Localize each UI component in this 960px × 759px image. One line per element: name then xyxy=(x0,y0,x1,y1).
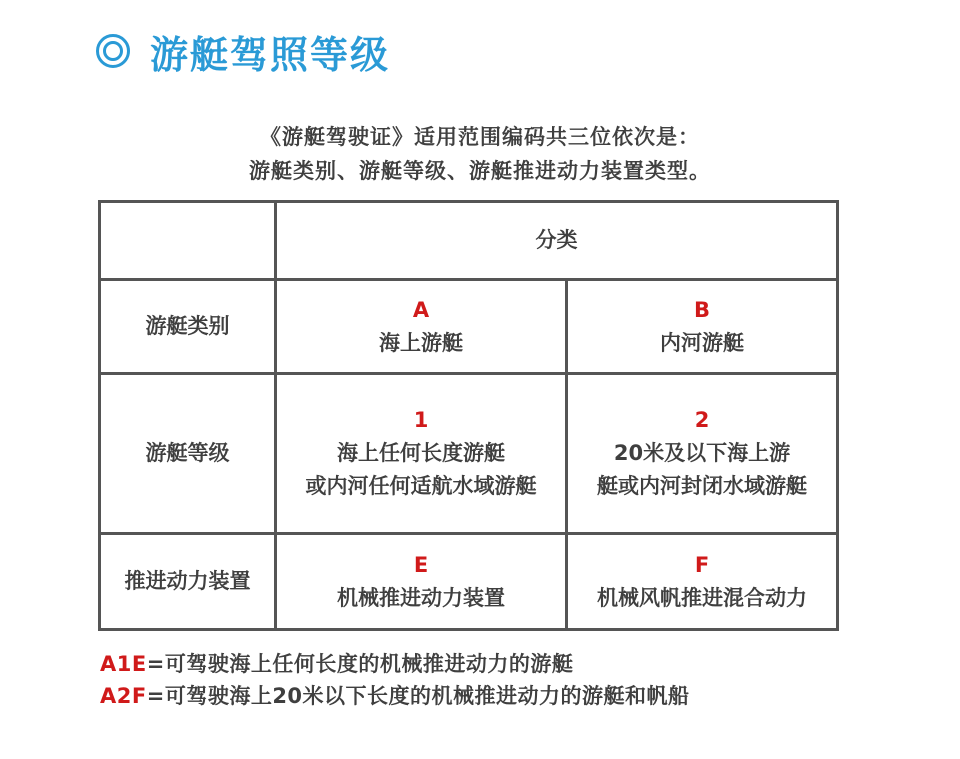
cell-code: E xyxy=(413,552,429,577)
cell-text: 艇或内河封闭水域游艇 xyxy=(597,474,807,498)
title-text: 游艇驾照等级 xyxy=(150,32,391,77)
cell-text: 内河游艇 xyxy=(660,330,744,355)
example-text: =可驾驶海上任何长度的机械推进动力的游艇 xyxy=(146,652,574,676)
intro-line-1: 《游艇驾驶证》适用范围编码共三位依次是： xyxy=(260,125,700,149)
row-label: 游艇等级 xyxy=(100,374,276,534)
cell-code: 1 xyxy=(413,408,429,432)
table-corner-cell xyxy=(100,202,276,280)
page-title xyxy=(96,22,390,80)
table-header-row xyxy=(100,202,838,280)
cell-text: 机械推进动力装置 xyxy=(337,585,505,610)
example-line xyxy=(100,680,690,712)
example-line xyxy=(100,648,690,680)
examples xyxy=(100,648,690,712)
table-cell xyxy=(276,280,567,374)
example-text: =可驾驶海上20米以下长度的机械推进动力的游艇和帆船 xyxy=(146,684,690,708)
cell-text: 或内河任何适航水域游艇 xyxy=(305,474,537,498)
table-header-cell: 分类 xyxy=(276,202,838,280)
table-row xyxy=(100,280,838,374)
double-circle-icon xyxy=(96,34,130,68)
example-code: A1E xyxy=(100,652,147,676)
cell-text: 机械风帆推进混合动力 xyxy=(597,585,807,610)
table-cell xyxy=(567,534,838,630)
cell-code: B xyxy=(693,297,710,322)
table-row xyxy=(100,534,838,630)
example-code: A2F xyxy=(100,684,147,708)
row-label: 推进动力装置 xyxy=(100,534,276,630)
table-cell xyxy=(276,534,567,630)
intro-text xyxy=(0,120,960,188)
cell-text: 20米及以下海上游 xyxy=(613,441,791,465)
row-label: 游艇类别 xyxy=(100,280,276,374)
table-cell xyxy=(567,280,838,374)
intro-line-2: 游艇类别、游艇等级、游艇推进动力装置类型。 xyxy=(249,159,711,183)
cell-code: F xyxy=(694,552,710,577)
cell-code: 2 xyxy=(694,408,710,432)
cell-code: A xyxy=(412,297,430,322)
cell-text: 海上游艇 xyxy=(379,330,463,355)
license-grade-table xyxy=(98,200,839,631)
table-cell xyxy=(276,374,567,534)
table-row xyxy=(100,374,838,534)
cell-text: 海上任何长度游艇 xyxy=(337,441,505,465)
table-cell xyxy=(567,374,838,534)
